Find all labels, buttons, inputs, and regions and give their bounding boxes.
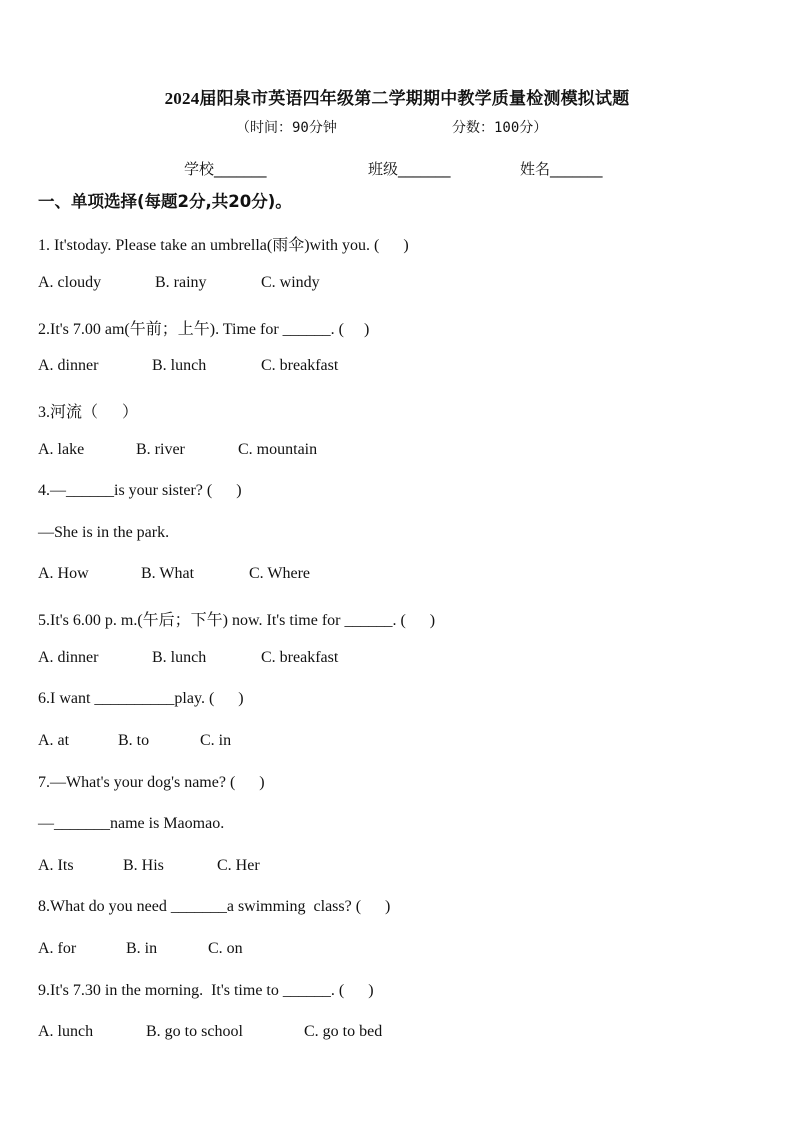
option-c: C. on (208, 940, 243, 957)
option-b: B. His (123, 857, 164, 874)
exam-title: 2024届阳泉市英语四年级第二学期期中教学质量检测模拟试题 (164, 89, 630, 108)
question-1: 1. It'stoday. Please take an umbrella(雨伞)with you. ( ) (38, 237, 409, 254)
question-7: 7.—What's your dog's name? ( ) (38, 774, 265, 791)
time-info: （时间：90分钟 (236, 120, 337, 136)
option-a: A. lake (38, 441, 85, 458)
option-a: A. for (38, 940, 77, 957)
option-a: A. dinner (38, 649, 99, 666)
name-field: 姓名_______ (520, 160, 603, 178)
option-a: A. lunch (38, 1023, 94, 1040)
option-c: C. mountain (238, 441, 318, 458)
option-b: B. in (126, 940, 158, 957)
school-field: 学校_______ (184, 160, 267, 178)
option-b: B. What (141, 565, 195, 582)
option-b: B. go to school (146, 1023, 243, 1040)
option-a: A. Its (38, 857, 74, 874)
question-7-answer-line: —_______name is Maomao. (38, 815, 225, 832)
question-6: 6.I want __________play. ( ) (38, 690, 244, 707)
option-a: A. dinner (38, 357, 99, 374)
section-heading: 一、单项选择(每题2分,共20分)。 (38, 192, 292, 211)
question-8: 8.What do you need _______a swimming class? ( ) (38, 898, 391, 915)
option-a: A. at (38, 732, 70, 749)
option-c: C. Her (217, 857, 260, 874)
question-2: 2.It's 7.00 am(午前；上午). Time for ______. ( ) (38, 321, 370, 338)
option-c: C. go to bed (304, 1023, 383, 1040)
question-5: 5.It's 6.00 p. m.(午后；下午) now. It's time for ______. ( ) (38, 612, 436, 629)
option-b: B. lunch (152, 649, 207, 666)
option-c: C. breakfast (261, 649, 339, 666)
score-info: 分数：100分） (452, 120, 548, 136)
question-4-answer-line: —She is in the park. (38, 524, 170, 541)
option-c: C. breakfast (261, 357, 339, 374)
option-c: C. Where (249, 565, 311, 582)
option-b: B. rainy (155, 274, 207, 291)
question-9: 9.It's 7.30 in the morning. It's time to ______. ( ) (38, 982, 374, 999)
option-b: B. to (118, 732, 150, 749)
option-a: A. How (38, 565, 89, 582)
option-c: C. windy (261, 274, 320, 291)
option-a: A. cloudy (38, 274, 102, 291)
question-3: 3.河流（ ） (38, 404, 139, 421)
question-4: 4.—______is your sister? ( ) (38, 482, 242, 499)
option-c: C. in (200, 732, 232, 749)
option-b: B. river (136, 441, 185, 458)
class-field: 班级_______ (368, 160, 451, 178)
option-b: B. lunch (152, 357, 207, 374)
